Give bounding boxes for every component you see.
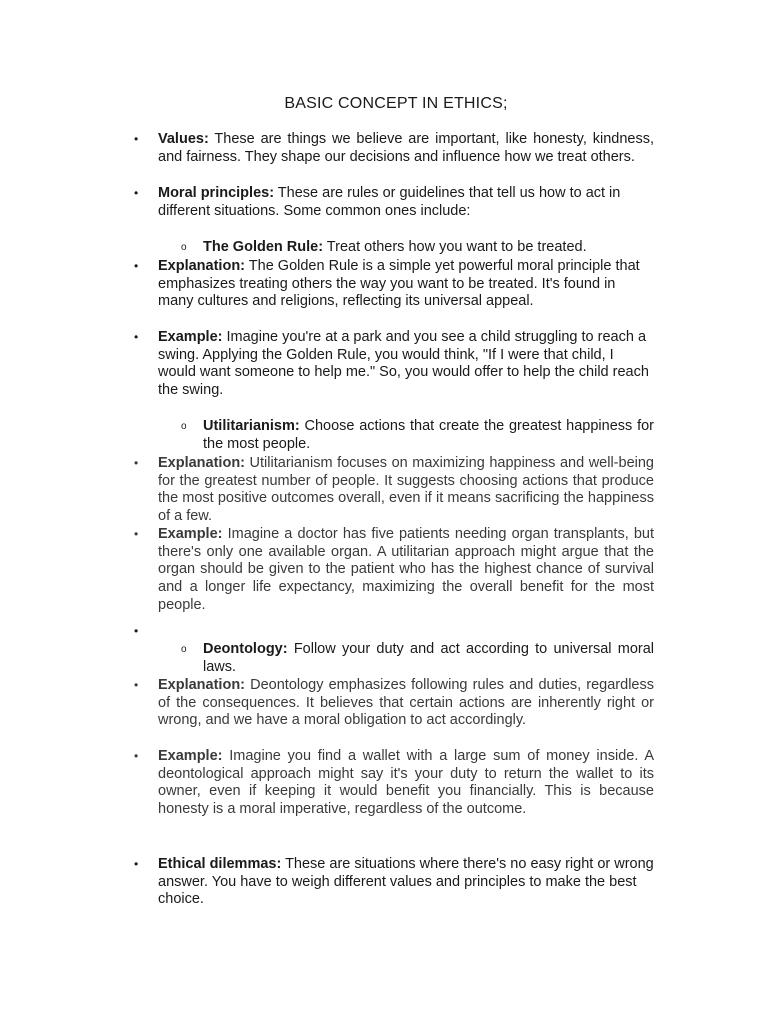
bullet-icon: •: [134, 527, 139, 541]
list-item-deontology-example: [134, 748, 654, 819]
item-text: Choose actions that create the greatest happiness for the most people.: [203, 418, 654, 452]
bullet-icon: •: [134, 132, 139, 146]
bullet-icon: •: [134, 857, 139, 871]
list-item-deontology-explanation: [134, 677, 654, 730]
item-label: Example:: [158, 329, 223, 345]
item-text: Imagine a doctor has five patients needing organ transplants, but there's only one available organ. A utilitarian approach might argue that the organ should be given to the patient who has the highest chance of survival and a longer life expectancy, maximizing the overall benefit for the most people.: [158, 526, 654, 613]
sub-bullet-icon: o: [181, 242, 187, 253]
item-label: Explanation:: [158, 455, 246, 471]
bullet-icon: •: [134, 259, 139, 273]
list-item-golden-rule-example: [134, 329, 654, 400]
list-item-moral-principles: [134, 185, 654, 220]
item-label: Ethical dilemmas:: [158, 856, 282, 872]
bullet-icon: •: [134, 330, 139, 344]
item-label: Moral principles:: [158, 185, 275, 201]
bullet-icon: •: [134, 186, 139, 200]
item-text: The Golden Rule is a simple yet powerful moral principle that emphasizes treating others the way you want to be treated. It's found in many cultures and religions, reflecting its universal appeal.: [158, 258, 640, 310]
item-label: Values:: [158, 131, 209, 147]
item-text: Deontology emphasizes following rules and duties, regardless of the consequences. It believes that certain actions are inherently right or wrong, and we have a moral obligation to act accordingly.: [158, 677, 654, 729]
item-label: Utilitarianism:: [203, 418, 300, 434]
item-text: Treat others how you want to be treated.: [323, 239, 587, 255]
item-label: Deontology:: [203, 641, 288, 657]
item-text: Imagine you find a wallet with a large sum of money inside. A deontological approach might say it's your duty to return the wallet to its owner, even if keeping it would benefit you financially. This is because honesty is a moral imperative, regardless of the outcome.: [158, 748, 654, 818]
item-text: These are things we believe are important, like honesty, kindness, and fairness. They shape our decisions and influence how we treat others.: [158, 131, 654, 165]
bullet-icon: •: [134, 456, 139, 470]
item-text: Imagine you're at a park and you see a child struggling to reach a swing. Applying the Golden Rule, you would think, "If I were that child, I would want someone to help me." So, you would offer to help the child reach the swing.: [158, 329, 649, 399]
item-label: Example:: [158, 526, 223, 542]
list-item-ethical-dilemmas: [134, 856, 654, 909]
item-label: Explanation:: [158, 677, 246, 693]
bullet-icon: •: [134, 749, 139, 763]
list-item-values: [134, 131, 654, 166]
list-item-utilitarianism-example: [134, 526, 654, 615]
item-label: The Golden Rule:: [203, 239, 324, 255]
list-item-golden-rule-explanation: [134, 258, 654, 311]
item-text: Utilitarianism focuses on maximizing happiness and well-being for the greatest number of people. It suggests choosing actions that produce the most positive outcomes overall, even if it means sacrificing the happiness of a few.: [158, 455, 654, 525]
sub-list-item-deontology: [181, 641, 654, 676]
item-text: These are rules or guidelines that tell us how to act in different situations. Some common ones include:: [158, 185, 621, 219]
bullet-icon: •: [134, 678, 139, 692]
item-text: Follow your duty and act according to universal moral laws.: [203, 641, 654, 675]
item-text: These are situations where there's no easy right or wrong answer. You have to weigh different values and principles to make the best choice.: [158, 856, 654, 908]
list-item-utilitarianism-explanation: [134, 455, 654, 526]
sub-list-item-utilitarianism: [181, 418, 654, 453]
sub-bullet-icon: o: [181, 644, 187, 655]
sub-list-item-golden-rule: [181, 239, 654, 257]
document-title: BASIC CONCEPT IN ETHICS;: [284, 95, 508, 112]
sub-bullet-icon: o: [181, 421, 187, 432]
bullet-icon: •: [134, 624, 139, 638]
item-label: Example:: [158, 748, 223, 764]
item-label: Explanation:: [158, 258, 246, 274]
